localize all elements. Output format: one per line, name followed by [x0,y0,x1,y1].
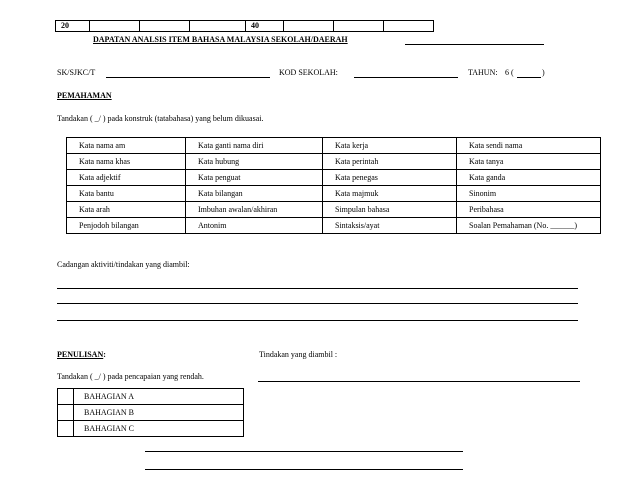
school-label: SK/SJKC/T [57,68,96,77]
year-label: TAHUN: [468,68,498,77]
grammar-construct-cell[interactable]: Imbuhan awalan/akhiran [186,202,323,218]
comprehension-instruction: Tandakan ( _/ ) pada konstruk (tatabahasa) yang belum dikuasai. [57,114,264,123]
suggestion-line-2[interactable] [57,303,578,304]
writing-action-line-3[interactable] [145,469,463,470]
grammar-construct-cell[interactable]: Sintaksis/ayat [323,218,457,234]
grammar-construct-cell[interactable]: Kata nama am [67,138,186,154]
grammar-construct-cell[interactable]: Kata perintah [323,154,457,170]
grammar-construct-cell[interactable]: Kata tanya [457,154,601,170]
writing-part-label: BAHAGIAN A [74,389,244,405]
score-cell [334,21,384,32]
school-name-blank[interactable] [106,77,270,78]
suggestion-line-1[interactable] [57,288,578,289]
score-cell: 20 [56,21,90,32]
school-code-label: KOD SEKOLAH: [279,68,338,77]
grammar-construct-cell[interactable]: Sinonim [457,186,601,202]
grid-row [67,202,601,218]
score-cell [140,21,190,32]
grammar-construct-cell[interactable]: Kata sendi nama [457,138,601,154]
grammar-construct-cell[interactable]: Soalan Pemahaman (No. ______) [457,218,601,234]
writing-heading: PENULISAN [57,350,104,359]
year-close: ) [542,68,545,77]
score-cell: 40 [246,21,284,32]
grammar-construct-cell[interactable]: Kata penguat [186,170,323,186]
grammar-construct-cell[interactable]: Kata arah [67,202,186,218]
district-blank[interactable] [405,44,544,45]
writing-action-line-1[interactable] [258,381,580,382]
writing-action-label: Tindakan yang diambil : [259,350,338,359]
score-strip [55,20,434,32]
score-cell [90,21,140,32]
writing-parts-table [57,388,244,437]
writing-part-checkbox[interactable] [58,389,74,405]
writing-instruction: Tandakan ( _/ ) pada pencapaian yang rendah. [57,372,204,381]
grammar-construct-cell[interactable]: Kata penegas [323,170,457,186]
grammar-construct-cell[interactable]: Antonim [186,218,323,234]
writing-part-checkbox[interactable] [58,405,74,421]
grid-row [67,154,601,170]
grammar-construct-cell[interactable]: Kata majmuk [323,186,457,202]
grammar-construct-cell[interactable]: Kata nama khas [67,154,186,170]
suggestion-label: Cadangan aktiviti/tindakan yang diambil: [57,260,190,269]
writing-part-row [58,389,244,405]
grammar-construct-cell[interactable]: Kata kerja [323,138,457,154]
grid-row [67,186,601,202]
comprehension-heading: PEMAHAMAN [57,91,112,100]
grammar-construct-cell[interactable]: Kata ganda [457,170,601,186]
grid-row [67,218,601,234]
score-cell [284,21,334,32]
year-value: 6 ( [505,68,514,77]
grammar-construct-cell[interactable]: Penjodoh bilangan [67,218,186,234]
year-class-blank[interactable] [517,77,541,78]
score-cell [384,21,434,32]
grammar-construct-cell[interactable]: Kata hubung [186,154,323,170]
writing-heading-wrap [57,350,106,360]
score-cell [190,21,246,32]
school-code-blank[interactable] [354,77,458,78]
grammar-construct-cell[interactable]: Simpulan bahasa [323,202,457,218]
grid-row [67,170,601,186]
writing-action-line-2[interactable] [145,451,463,452]
grammar-construct-cell[interactable]: Kata ganti nama diri [186,138,323,154]
grammar-construct-grid [66,137,601,234]
grammar-construct-cell[interactable]: Kata bilangan [186,186,323,202]
grammar-construct-cell[interactable]: Peribahasa [457,202,601,218]
writing-heading-colon: : [103,350,106,359]
writing-part-label: BAHAGIAN C [74,421,244,437]
writing-part-label: BAHAGIAN B [74,405,244,421]
writing-part-checkbox[interactable] [58,421,74,437]
suggestion-line-3[interactable] [57,320,578,321]
document-title: DAPATAN ANALSIS ITEM BAHASA MALAYSIA SEKOLAH/DAERAH [93,35,348,44]
grammar-construct-cell[interactable]: Kata adjektif [67,170,186,186]
grammar-construct-cell[interactable]: Kata bantu [67,186,186,202]
writing-part-row [58,421,244,437]
grid-row [67,138,601,154]
writing-part-row [58,405,244,421]
